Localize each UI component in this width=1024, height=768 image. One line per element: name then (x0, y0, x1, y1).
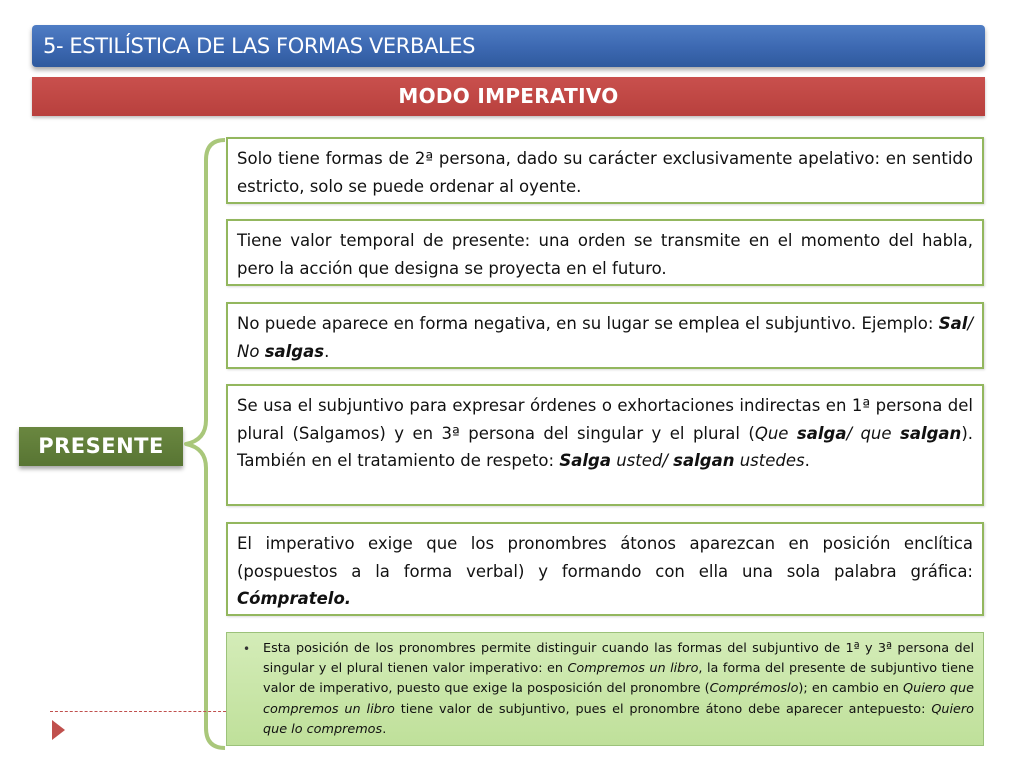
info-box-3-end: . (324, 341, 330, 361)
info-box-4-italic-4: ustedes (734, 451, 805, 470)
note-text-3: ); en cambio en (798, 681, 904, 697)
note-text-5: . (382, 721, 387, 737)
left-curly-bracket-icon (184, 138, 229, 750)
info-box-4-bold-3: Salga (559, 451, 611, 470)
slide-subtitle-bar (32, 77, 985, 116)
info-box-2 (226, 219, 984, 286)
info-box-1-text: Solo tiene formas de 2ª persona, dado su carácter exclusivamente apelativo: en sentido estricto, solo se puede ordenar al oyente. (237, 149, 973, 196)
info-box-5-text-1: El imperativo exige que los pronombres átonos aparezcan en posición enclítica (pospuestos a la forma verbal) y formando con ella una sola palabra gráfica: (237, 534, 973, 581)
note-italic-2: Comprémoslo (709, 681, 799, 697)
slide-subtitle: MODO IMPERATIVO (398, 84, 619, 108)
note-box (226, 632, 984, 746)
note-italic-4: Quiero que lo compremos (263, 701, 975, 737)
category-label: PRESENTE (38, 434, 164, 458)
note-italic-3: Quiero que compremos un libro (263, 681, 974, 717)
info-box-4-text-3: . (804, 451, 810, 470)
info-box-4-italic-1: Que (754, 423, 797, 443)
info-box-4-bold-1: salga (796, 423, 847, 443)
example-sal: Sal (938, 314, 968, 333)
info-box-4-text-2: ). También en el tratamiento de respeto: (237, 423, 973, 470)
info-box-3-text: No puede aparece en forma negativa, en su lugar se emplea el subjuntivo. Ejemplo: (237, 314, 939, 333)
info-box-1 (226, 137, 984, 204)
info-box-5 (226, 522, 984, 616)
note-text-4: tiene valor de subjuntivo, pues el pronombre átono debe aparecer antepuesto: (394, 701, 932, 717)
note-text-1: Esta posición de los pronombres permite distinguir cuando las formas del subjuntivo de 1ª y 3ª persona del singular y el plural tienen valor imperativo: en (263, 641, 974, 677)
category-box-presente (19, 427, 183, 466)
play-triangle-icon[interactable] (52, 720, 65, 740)
info-box-4-italic-2: / que (846, 423, 900, 443)
info-box-4-italic-3: usted/ (610, 451, 674, 470)
info-box-5-bold-1: Cómpratelo. (237, 589, 352, 608)
info-box-4-text-1: Se usa el subjuntivo para expresar órdenes o exhortaciones indirectas en 1ª persona del plural (Salgamos) y en 3ª persona del singular y el plural ( (237, 396, 973, 443)
info-box-3 (226, 302, 984, 369)
example-separator: / No (237, 314, 973, 361)
note-text-2: , la forma del presente de subjuntivo tiene valor de imperativo, puesto que exige la posposición del pronombre ( (263, 661, 975, 697)
note-italic-1: Compremos un libro (567, 661, 699, 677)
slide-title-bar (32, 25, 985, 67)
bullet-icon: • (243, 642, 251, 656)
slide-title: 5- ESTILÍSTICA DE LAS FORMAS VERBALES (43, 34, 476, 58)
info-box-2-text: Tiene valor temporal de presente: una orden se transmite en el momento del habla, pero la acción que designa se proyecta en el futuro. (237, 231, 973, 278)
info-box-4-bold-4: salgan (673, 451, 735, 470)
example-salgas: salgas (264, 341, 325, 361)
info-box-4 (226, 384, 984, 506)
dashed-divider (50, 711, 226, 712)
info-box-4-bold-2: salgan (900, 423, 962, 443)
